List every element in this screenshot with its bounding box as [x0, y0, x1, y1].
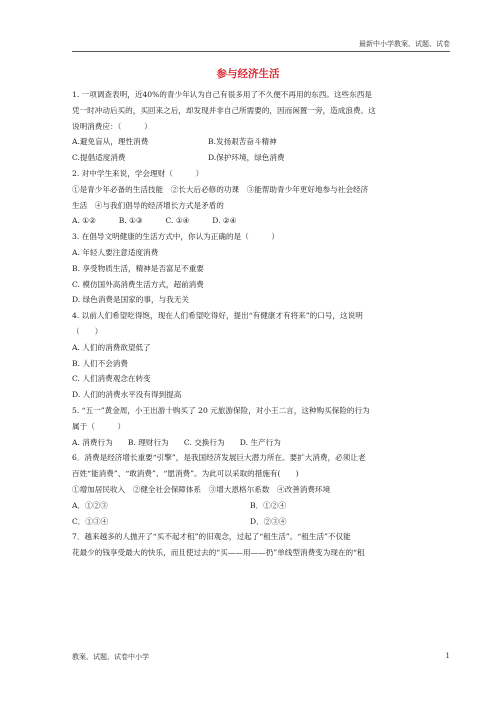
q1-options-row1 — [72, 134, 452, 150]
q6-stem-line1: 6．消费是经济增长重要“引擎”，是我国经济发展巨大潜力所在。要扩大消费，必须让老 — [72, 453, 366, 463]
q4-option-d: D. 人们的消费水平没有得到提高 — [72, 390, 182, 400]
q1-stem-line1: 1. 一项调查表明，近40%的青少年认为自己有很多用了不久便不再用的东西。这些东西是 — [72, 90, 372, 99]
q3-option-c: C. 模仿国外高消费生活方式，超前消费 — [72, 279, 204, 289]
q2-items-line1: ①是青少年必备的生活技能 ②长大后必修的功课 ③能帮助青少年更好地参与社会经济 — [72, 184, 369, 194]
q4-option-a: A. 人们的消费欲望低了 — [72, 342, 151, 352]
q1-option-a: A.避免盲从，理性消费 — [72, 137, 149, 147]
header-rule — [72, 51, 450, 52]
q4-stem-line1: 4. 以前人们希望吃得饱，现在人们希望吃得好，提出“有健康才有将来”的口号，这说明 — [72, 311, 363, 321]
document-body — [72, 87, 452, 561]
q4-option-b: B. 人们不会消费 — [72, 358, 128, 368]
q4-option-c: C. 人们消费观念在转变 — [72, 374, 151, 384]
q6-stem-line2: 百姓“能消费”、“敢消费”、“愿消费”。为此可以采取的措施有( ) — [72, 469, 299, 479]
q1-option-b: B.发扬艰苦奋斗精神 — [208, 137, 277, 147]
q1-options-row2 — [72, 150, 452, 166]
q2-options: A. ①② B. ①③ C. ①④ D. ②④ — [72, 216, 237, 226]
q6-items: ①增加居民收入 ②健全社会保障体系 ③增大恩格尔系数 ④改善消费环境 — [72, 484, 331, 494]
q6-option-d: D．②③④ — [250, 516, 287, 526]
page-number: 1 — [445, 652, 450, 660]
q6-options-row2 — [72, 514, 452, 530]
q6-options-row1 — [72, 498, 452, 514]
q6-option-a: A．①②③ — [72, 500, 108, 510]
page-footer: 教案、试题、试卷中小学 — [72, 653, 149, 661]
q1-option-c: C.提倡适度消费 — [72, 153, 126, 163]
q4-stem-line2: （ ） — [72, 326, 103, 336]
q2-stem: 2. 对中学生来说，学会理财（ ） — [72, 168, 204, 178]
q6-option-b: B．①②④ — [250, 500, 286, 510]
q1-option-d: D.保护环境，绿色消费 — [208, 153, 285, 163]
document-title: 参与经济生活 — [216, 68, 280, 80]
q5-stem-line2: 属于（ ） — [72, 421, 126, 431]
q7-stem-line2: 花最少的钱享受最大的快乐，而且使过去的“买——用——扔”单线型消费变为现在的“租 — [72, 548, 365, 558]
q7-stem-line1: 7．越来越多的人抛开了“买不起才租”的旧观念，过起了“租生活”。“租生活”不仅能 — [72, 532, 351, 542]
q3-option-d: D. 绿色消费是国家的事，与我无关 — [72, 295, 189, 305]
q3-stem: 3. 在倡导文明健康的生活方式中，你认为正确的是（ ） — [72, 232, 280, 242]
page-header: 最新中小学教案、试题、试卷 — [359, 40, 450, 48]
q1-stem-line3: 说明消费应：（ ） — [72, 121, 152, 131]
q3-option-a: A. 年轻人要注意适度消费 — [72, 247, 159, 257]
q2-items-line2: 生活 ④与我们倡导的经济增长方式是矛盾的 — [72, 200, 224, 210]
q6-option-c: C．①③④ — [72, 516, 109, 526]
q1-stem-line2: 凭一时冲动后买的，买回来之后，却发现并非自己所需要的，因而闲置一旁，造成浪费。这 — [72, 105, 376, 115]
q3-option-b: B. 享受物质生活，精神是否富足不重要 — [72, 263, 204, 273]
q5-stem-line1: 5. “五一”黄金周，小王出游十购买了 20 元旅游保险，对小王二言，这种购买保险的行为 — [72, 405, 370, 415]
q5-options: A. 消费行为 B. 理财行为 C. 交换行为 D. 生产行为 — [72, 437, 281, 447]
